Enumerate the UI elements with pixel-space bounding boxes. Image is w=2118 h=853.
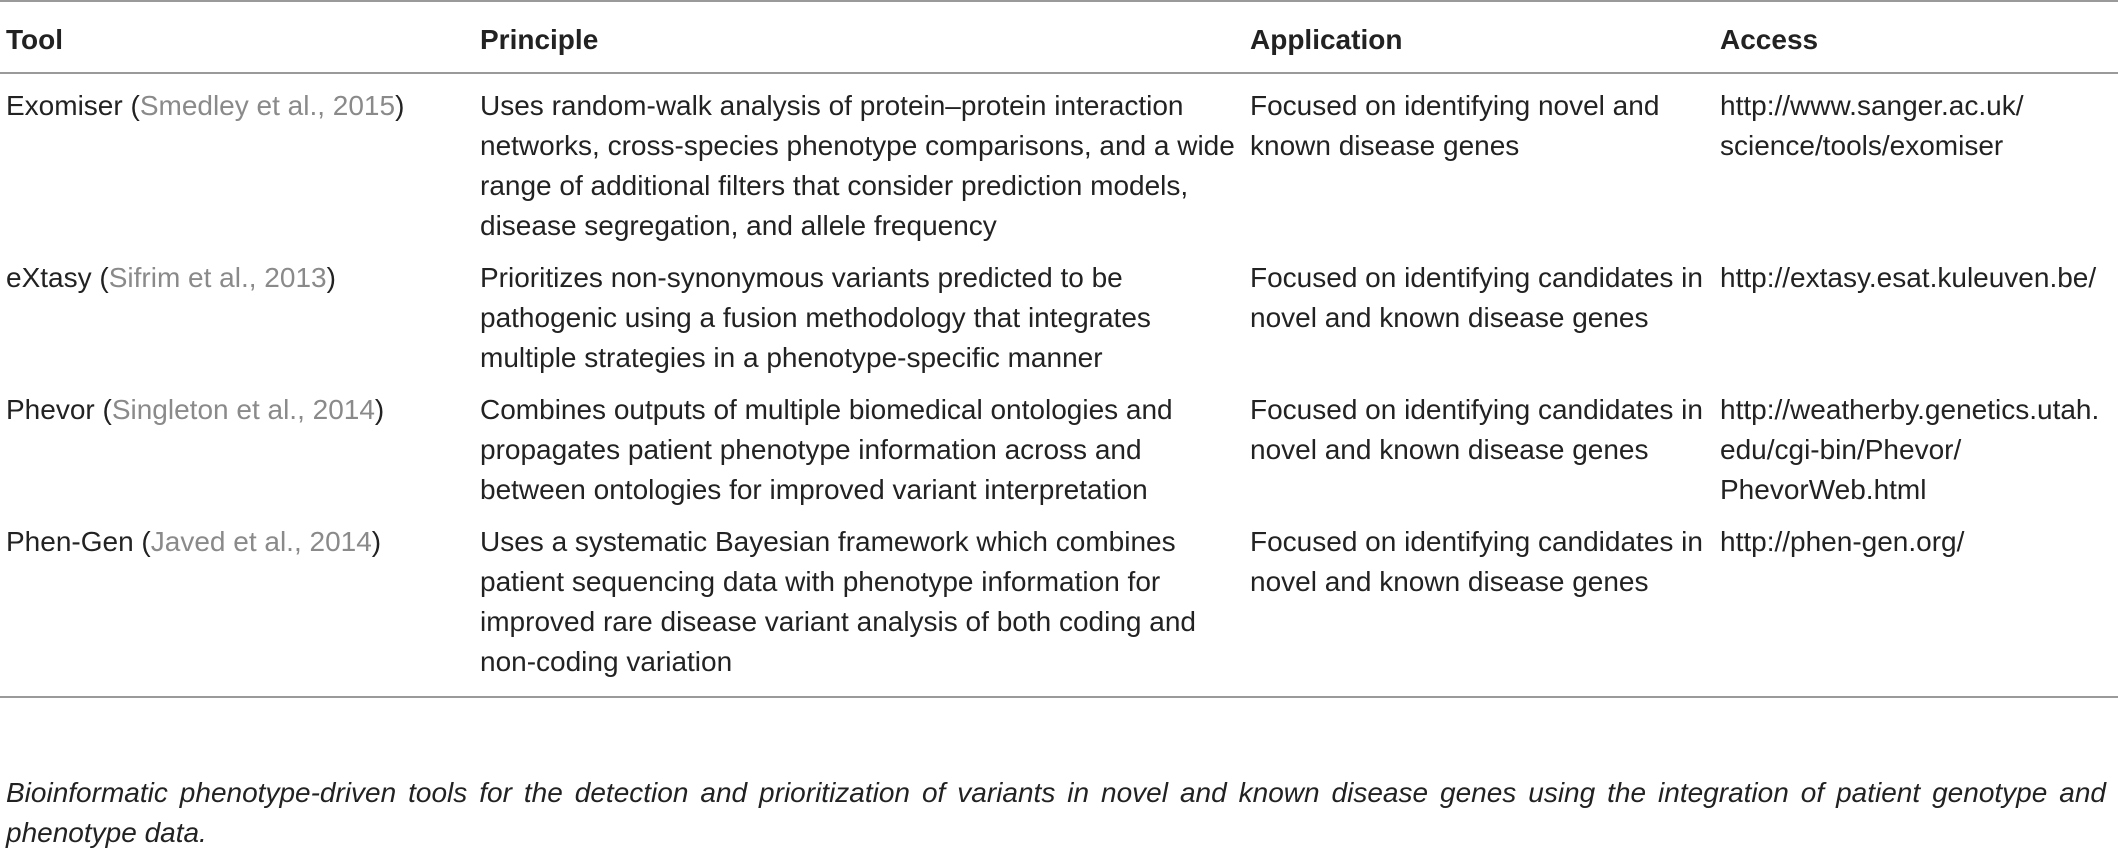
- table-caption: Bioinformatic phenotype-driven tools for the detection and prioritization of variants in novel and known disease genes using the integration of patient genotype and phenotype data.: [6, 777, 2106, 848]
- citation-link[interactable]: Smedley et al., 2015: [139, 90, 396, 121]
- application-cell: Focused on identifying candidates in novel and known disease genes: [1250, 394, 1703, 465]
- access-cell: http://extasy.esat.kuleuven.be/: [1720, 262, 2097, 293]
- tool-name: Exomiser: [6, 90, 123, 121]
- citation-link[interactable]: Javed et al., 2014: [150, 526, 372, 557]
- principle-cell: Uses a systematic Bayesian framework which combines patient sequencing data with phenotype information for improved rare disease variant analysis of both coding and non-coding variation: [480, 526, 1196, 677]
- access-cell: http://weatherby.genetics.utah. edu/cgi-bin/Phevor/ PhevorWeb.html: [1720, 394, 2100, 505]
- header-tool: Tool: [6, 24, 64, 55]
- table-body: [0, 73, 2118, 697]
- header-principle: Principle: [480, 24, 599, 55]
- header-access: Access: [1720, 24, 1819, 55]
- tool-cell: Phevor (Singleton et al., 2014): [6, 394, 385, 425]
- citation-link[interactable]: Sifrim et al., 2013: [108, 262, 327, 293]
- table-row: [0, 252, 2118, 384]
- access-cell: http://www.sanger.ac.uk/ science/tools/exomiser: [1720, 90, 2024, 161]
- table-header: [0, 1, 2118, 73]
- tool-cell: eXtasy (Sifrim et al., 2013): [6, 262, 336, 293]
- application-cell: Focused on identifying candidates in novel and known disease genes: [1250, 262, 1703, 333]
- principle-cell: Prioritizes non-synonymous variants predicted to be pathogenic using a fusion methodology that integrates multiple strategies in a phenotype-specific manner: [480, 262, 1151, 373]
- tool-name: Phen-Gen: [6, 526, 134, 557]
- header-application: Application: [1250, 24, 1403, 55]
- tool-name: Phevor: [6, 394, 95, 425]
- tool-cell: Exomiser (Smedley et al., 2015): [6, 90, 405, 121]
- header-row: [0, 1, 2118, 73]
- principle-cell: Combines outputs of multiple biomedical ontologies and propagates patient phenotype information across and between ontologies for improved variant interpretation: [480, 394, 1173, 505]
- table-row: [0, 73, 2118, 252]
- application-cell: Focused on identifying novel and known disease genes: [1250, 90, 1660, 161]
- application-cell: Focused on identifying candidates in novel and known disease genes: [1250, 526, 1703, 597]
- access-cell: http://phen-gen.org/: [1720, 526, 1965, 557]
- table-row: [0, 516, 2118, 697]
- tool-name: eXtasy: [6, 262, 92, 293]
- citation-link[interactable]: Singleton et al., 2014: [111, 394, 375, 425]
- table-row: [0, 384, 2118, 516]
- tool-cell: Phen-Gen (Javed et al., 2014): [6, 526, 382, 557]
- principle-cell: Uses random-walk analysis of protein–protein interaction networks, cross-species phenotype comparisons, and a wide range of additional filters that consider prediction models, disease segregation, and allele frequency: [480, 90, 1235, 241]
